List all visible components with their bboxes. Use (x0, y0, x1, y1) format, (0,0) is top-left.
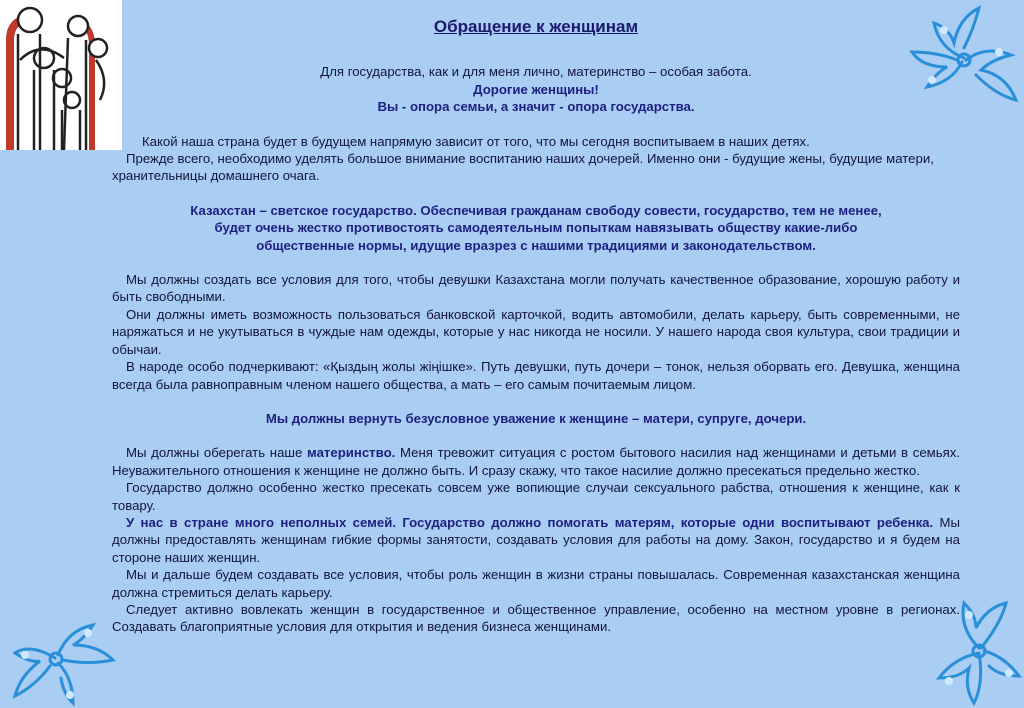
ornament-bottom-left-icon (0, 603, 120, 708)
intro-line-2: Дорогие женщины! (473, 81, 599, 97)
paragraph-9: Мы и дальше будем создавать все условия, чтобы роль женщин в жизни страны повышалась. Современная казахстанская женщина должна стремиться делать карьеру. (112, 567, 960, 600)
paragraph-1: Какой наша страна будет в будущем напрямую зависит от того, что мы сегодня воспитываем в наших детях. (142, 133, 810, 149)
bold-block-line-3: общественные нормы, идущие вразрез с нашими традициями и законодательством. (256, 237, 816, 253)
bold-block-line-1: Казахстан – светское государство. Обеспечивая гражданам свободу совести, государство, тем не менее, (190, 202, 882, 218)
address-text (112, 18, 960, 636)
paragraph-5: В народе особо подчеркивают: «Қыздың жолы жіңішке». Путь девушки, путь дочери – тонок, нельзя оборвать его. Девушка, женщина всегда была равноправным членом нашего общества, а мать – его самым почитаемым лицом. (112, 359, 960, 392)
paragraph-8-post: Мы должны предоставлять женщинам гибкие формы занятости, создавать условия для работы на дому. Закон, государство и я будем на стороне наших женщин. (112, 514, 960, 565)
paragraph-6 (112, 444, 960, 479)
paragraph-4: Они должны иметь возможность пользоваться банковской карточкой, водить автомобили, делать карьеру, быть современными, не наряжаться и не укутываться в чуждые нам одежды, которые у нас никогда не носили. У нашего народа своя культура, свои традиции и обычаи. (112, 306, 960, 357)
family-logo (0, 0, 122, 150)
paragraph-7: Государство должно особенно жестко пресекать совсем уже вопиющие случаи сексуального рабства, отношения к женщине, как к товару. (112, 480, 960, 513)
paragraph-8-bold: У нас в стране много неполных семей. Государство должно помогать матерям, которые одни воспитывают ребенка. (126, 514, 934, 530)
paragraph-6-post: Меня тревожит ситуация с ростом бытового насилия над женщинами и детьми в семьях. Неуважительного отношения к женщине не должно быть. И сразу скажу, что такое насилие должно пресекаться предельно жестко. (112, 445, 961, 478)
intro-line-3: Вы - опора семьи, а значит - опора государства. (377, 99, 695, 115)
paragraph-6-pre: Мы должны оберегать наше (126, 445, 308, 461)
paragraph-2: Прежде всего, необходимо уделять большое внимание воспитанию наших дочерей. Именно они - будущие жены, будущие матери, хранительницы домашнего очага. (112, 151, 934, 184)
intro-line-1: Для государства, как и для меня лично, материнство – особая забота. (320, 64, 752, 80)
family-logo-icon (0, 0, 122, 150)
paragraph-10: Следует активно вовлекать женщин в государственное и общественное управление, особенно на местном уровне в регионах. Создавать благоприятные условия для открытия и ведения бизнеса женщинами. (112, 601, 960, 635)
paragraph-8 (112, 514, 960, 566)
bold-block-line-2: будет очень жестко противостоять самодеятельным попыткам навязывать обществу какие-либо (214, 220, 858, 236)
page-title: Обращение к женщинам (433, 17, 639, 36)
bold-center-line: Мы должны вернуть безусловное уважение к женщине – матери, супруге, дочери. (265, 410, 807, 426)
paragraph-3: Мы должны создать все условия для того, чтобы девушки Казахстана могли получать качественное образование, хорошую работу и быть свободными. (112, 272, 960, 305)
paragraph-6-bold: материнство. (307, 445, 396, 461)
